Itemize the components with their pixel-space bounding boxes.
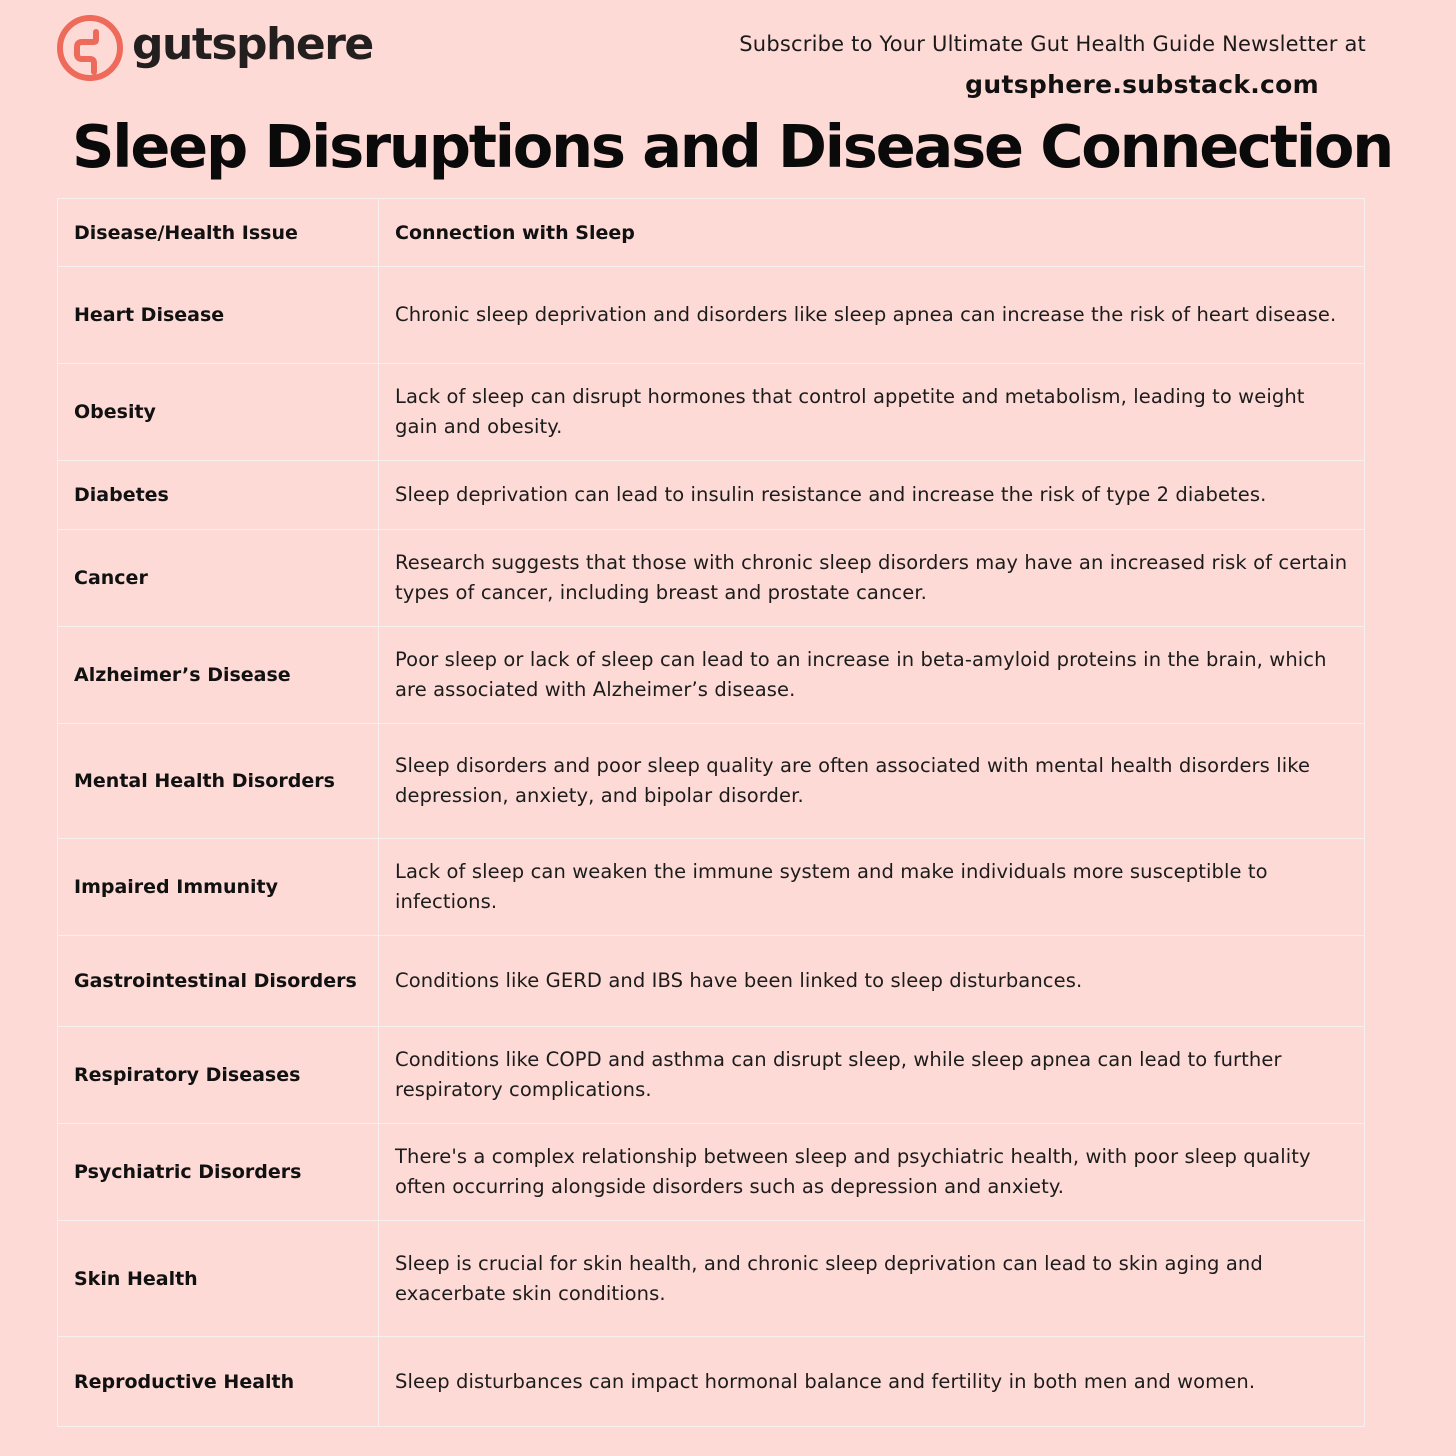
disease-cell: Mental Health Disorders [58, 724, 379, 839]
gut-icon [56, 14, 124, 82]
disease-cell: Psychiatric Disorders [58, 1124, 379, 1221]
brand-logo[interactable] [56, 14, 373, 82]
connection-cell: Research suggests that those with chronic sleep disorders may have an increased risk of certain types of cancer, including breast and prostate cancer. [379, 530, 1365, 627]
disease-cell: Diabetes [58, 461, 379, 530]
connection-cell: Conditions like COPD and asthma can disrupt sleep, while sleep apnea can lead to further respiratory complications. [379, 1027, 1365, 1124]
connection-cell: Conditions like GERD and IBS have been linked to sleep disturbances. [379, 936, 1365, 1027]
disease-cell: Gastrointestinal Disorders [58, 936, 379, 1027]
connection-cell: Lack of sleep can disrupt hormones that control appetite and metabolism, leading to weight gain and obesity. [379, 364, 1365, 461]
table-row [58, 461, 1365, 530]
subscribe-text: Subscribe to Your Ultimate Gut Health Guide Newsletter at [739, 32, 1366, 56]
disease-cell: Cancer [58, 530, 379, 627]
connection-cell: Sleep deprivation can lead to insulin resistance and increase the risk of type 2 diabetes. [379, 461, 1365, 530]
table-row [58, 1221, 1365, 1337]
connection-cell: Sleep disturbances can impact hormonal balance and fertility in both men and women. [379, 1337, 1365, 1427]
disease-cell: Heart Disease [58, 267, 379, 364]
disease-cell: Alzheimer’s Disease [58, 627, 379, 724]
table-row [58, 724, 1365, 839]
table-row [58, 1027, 1365, 1124]
header-disease: Disease/Health Issue [58, 199, 379, 267]
table-row [58, 364, 1365, 461]
connection-cell: Poor sleep or lack of sleep can lead to an increase in beta-amyloid proteins in the brain, which are associated with Alzheimer’s disease. [379, 627, 1365, 724]
table-row [58, 627, 1365, 724]
disease-table [57, 198, 1365, 1427]
table-row [58, 1124, 1365, 1221]
disease-cell: Obesity [58, 364, 379, 461]
disease-cell: Skin Health [58, 1221, 379, 1337]
table-row [58, 839, 1365, 936]
subscribe-link[interactable]: gutsphere.substack.com [965, 70, 1319, 99]
table-row [58, 1337, 1365, 1427]
connection-cell: Sleep is crucial for skin health, and chronic sleep deprivation can lead to skin aging and exacerbate skin conditions. [379, 1221, 1365, 1337]
connection-cell: There's a complex relationship between sleep and psychiatric health, with poor sleep quality often occurring alongside disorders such as depression and anxiety. [379, 1124, 1365, 1221]
logo-text: gutsphere [132, 18, 373, 70]
connection-cell: Chronic sleep deprivation and disorders like sleep apnea can increase the risk of heart disease. [379, 267, 1365, 364]
disease-cell: Impaired Immunity [58, 839, 379, 936]
table-row [58, 530, 1365, 627]
table-row [58, 936, 1365, 1027]
header-connection: Connection with Sleep [379, 199, 1365, 267]
disease-cell: Reproductive Health [58, 1337, 379, 1427]
connection-cell: Sleep disorders and poor sleep quality are often associated with mental health disorders like depression, anxiety, and bipolar disorder. [379, 724, 1365, 839]
page-title: Sleep Disruptions and Disease Connection [72, 112, 1392, 181]
table-row [58, 267, 1365, 364]
table-header-row [58, 199, 1365, 267]
disease-cell: Respiratory Diseases [58, 1027, 379, 1124]
connection-cell: Lack of sleep can weaken the immune system and make individuals more susceptible to infections. [379, 839, 1365, 936]
